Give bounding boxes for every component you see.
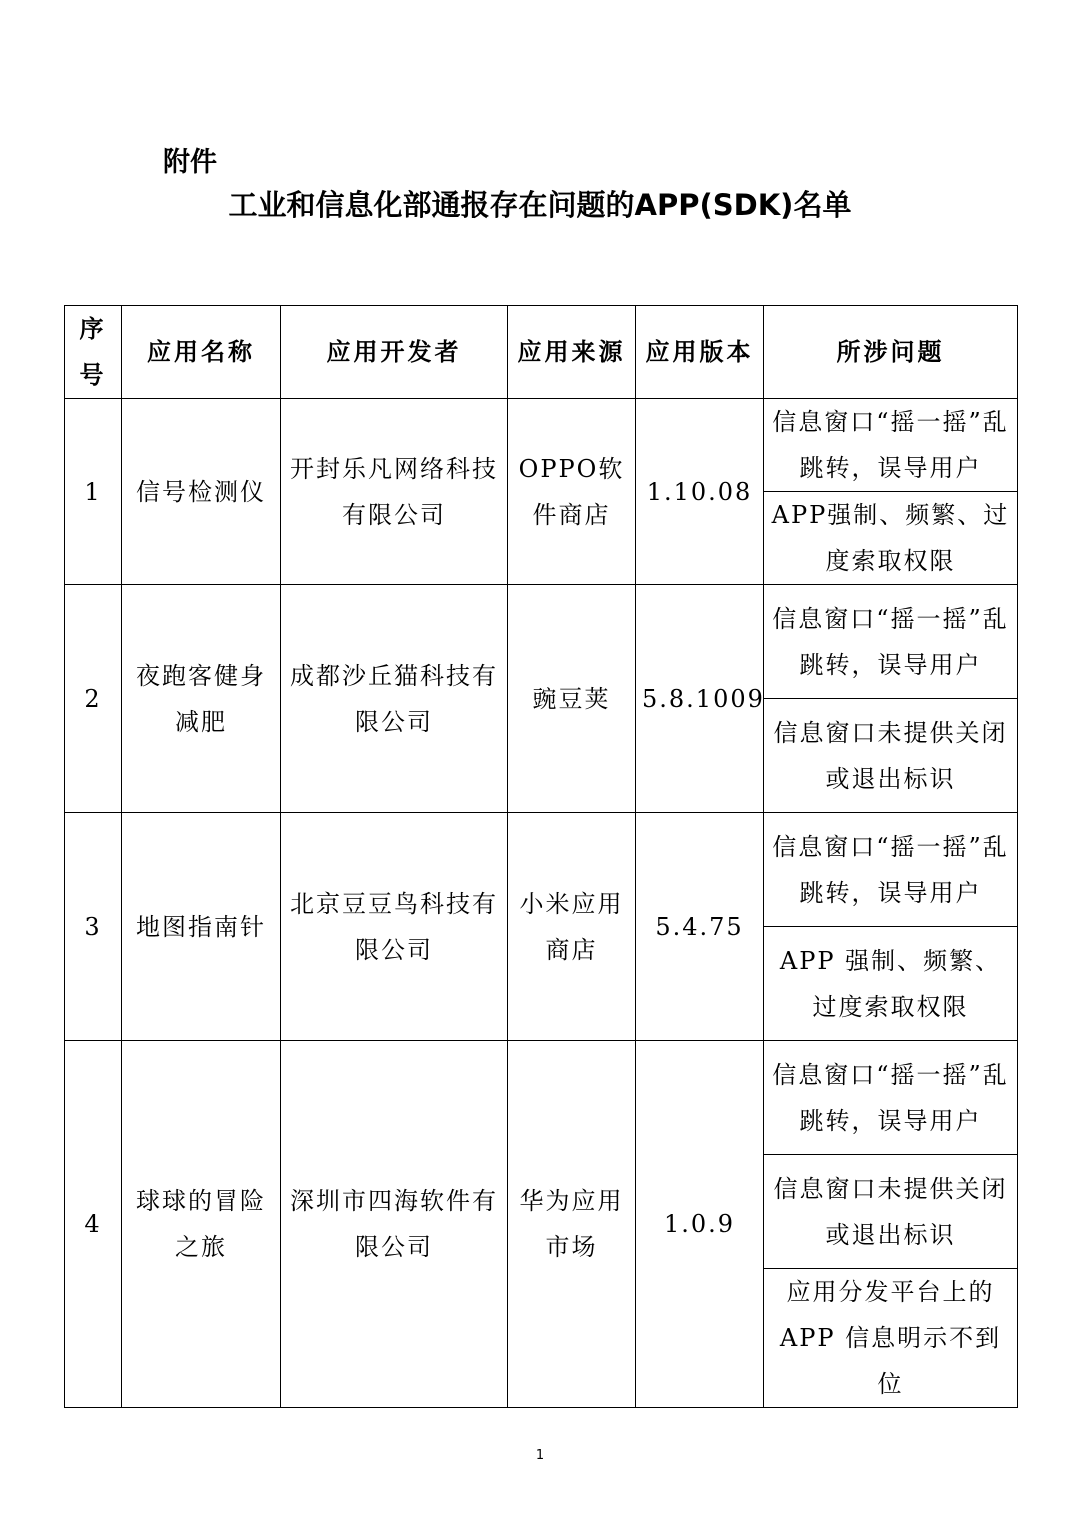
row-app-name: 信号检测仪 xyxy=(122,399,281,585)
row-issue: 信息窗口“摇一摇”乱跳转，误导用户 xyxy=(764,585,1018,699)
document-title: 工业和信息化部通报存在问题的APP(SDK)名单 xyxy=(228,188,852,222)
column-header-issues: 所涉问题 xyxy=(764,306,1018,399)
row-version: 5.4.75 xyxy=(636,813,764,1041)
column-header-source: 应用来源 xyxy=(508,306,636,399)
row-issue: 信息窗口“摇一摇”乱跳转，误导用户 xyxy=(764,813,1018,927)
row-source: 豌豆荚 xyxy=(508,585,636,813)
row-issue: 应用分发平台上的APP 信息明示不到位 xyxy=(764,1269,1018,1408)
row-version: 5.8.1009 xyxy=(636,585,764,813)
row-seq: 2 xyxy=(65,585,122,813)
row-issue: 信息窗口未提供关闭或退出标识 xyxy=(764,1155,1018,1269)
row-app-name: 夜跑客健身减肥 xyxy=(122,585,281,813)
row-seq: 4 xyxy=(65,1041,122,1408)
row-version: 1.0.9 xyxy=(636,1041,764,1408)
row-app-name: 地图指南针 xyxy=(122,813,281,1041)
column-header-version: 应用版本 xyxy=(636,306,764,399)
row-developer: 深圳市四海软件有限公司 xyxy=(281,1041,508,1408)
row-app-name: 球球的冒险之旅 xyxy=(122,1041,281,1408)
row-developer: 北京豆豆鸟科技有限公司 xyxy=(281,813,508,1041)
row-issue: 信息窗口“摇一摇”乱跳转，误导用户 xyxy=(764,399,1018,492)
table-row xyxy=(65,585,1018,699)
row-issue: APP 强制、频繁、过度索取权限 xyxy=(764,927,1018,1041)
column-header-developer: 应用开发者 xyxy=(281,306,508,399)
row-seq: 1 xyxy=(65,399,122,585)
table-row xyxy=(65,399,1018,492)
column-header-seq: 序号 xyxy=(65,306,122,399)
app-list-table xyxy=(64,305,1018,1408)
row-seq: 3 xyxy=(65,813,122,1041)
row-developer: 开封乐凡网络科技有限公司 xyxy=(281,399,508,585)
row-issue: 信息窗口“摇一摇”乱跳转，误导用户 xyxy=(764,1041,1018,1155)
row-source: 华为应用市场 xyxy=(508,1041,636,1408)
page-number: 1 xyxy=(535,1448,545,1463)
table-row xyxy=(65,813,1018,927)
table-header-row xyxy=(65,306,1018,399)
attachment-label: 附件 xyxy=(163,147,217,178)
row-issue: 信息窗口未提供关闭或退出标识 xyxy=(764,699,1018,813)
row-source: OPPO软件商店 xyxy=(508,399,636,585)
row-version: 1.10.08 xyxy=(636,399,764,585)
row-issue: APP强制、频繁、过度索取权限 xyxy=(764,492,1018,585)
row-source: 小米应用商店 xyxy=(508,813,636,1041)
row-developer: 成都沙丘猫科技有限公司 xyxy=(281,585,508,813)
table-row xyxy=(65,1041,1018,1155)
column-header-app: 应用名称 xyxy=(122,306,281,399)
